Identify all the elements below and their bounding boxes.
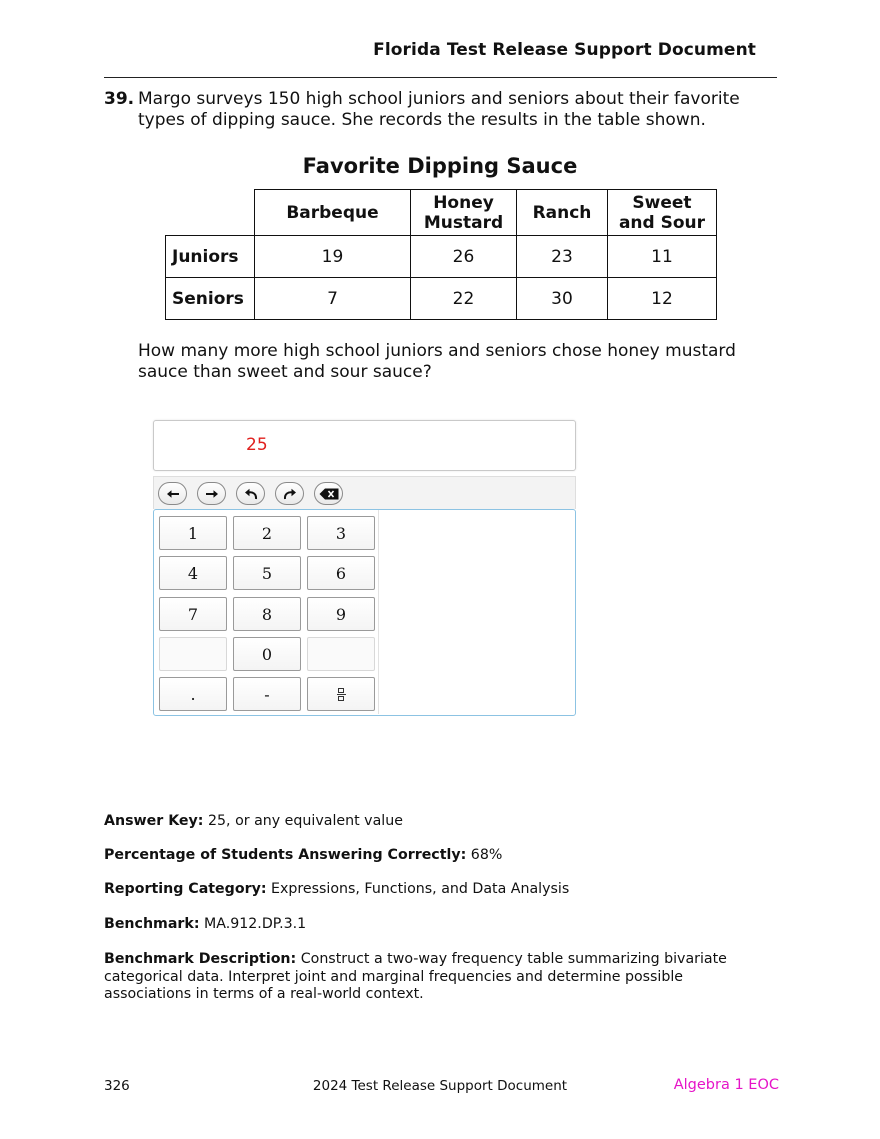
reporting-category-value: Expressions, Functions, and Data Analysis [266, 881, 570, 897]
equation-toolbar [153, 476, 576, 509]
benchmark-label: Benchmark: [104, 916, 200, 932]
table-row [166, 236, 717, 278]
redo-icon [283, 488, 297, 500]
key-1[interactable]: 1 [159, 516, 227, 550]
move-left-button[interactable] [158, 482, 187, 505]
key-blank [307, 637, 375, 671]
arrow-right-icon [205, 489, 219, 499]
question-number: 39. [104, 89, 135, 109]
column-header: Honey Mustard [411, 190, 517, 236]
table-cell: 30 [517, 278, 608, 320]
dipping-sauce-table [165, 189, 717, 320]
key-9[interactable]: 9 [307, 597, 375, 631]
key-blank [159, 637, 227, 671]
table-title [0, 154, 880, 178]
row-header: Juniors [166, 236, 255, 278]
row-header: Seniors [166, 278, 255, 320]
fraction-icon [337, 688, 346, 701]
column-header: Ranch [517, 190, 608, 236]
table-cell: 22 [411, 278, 517, 320]
key-3[interactable]: 3 [307, 516, 375, 550]
answer-key-label: Answer Key: [104, 813, 204, 829]
arrow-left-icon [166, 489, 180, 499]
table-cell: 11 [608, 236, 717, 278]
table-cell: 7 [255, 278, 411, 320]
document-title: Florida Test Release Support Document [373, 40, 756, 60]
corner-cell [166, 190, 255, 236]
benchmark-description [104, 951, 774, 1004]
key-7[interactable]: 7 [159, 597, 227, 631]
table-cell: 23 [517, 236, 608, 278]
answer-input[interactable] [153, 420, 576, 471]
key-4[interactable]: 4 [159, 556, 227, 590]
header-divider [104, 77, 777, 78]
keypad-divider [378, 510, 379, 714]
answer-key [104, 813, 774, 831]
benchmark [104, 916, 774, 934]
key-2[interactable]: 2 [233, 516, 301, 550]
question-text: Margo surveys 150 high school juniors and seniors about their favorite types of dipping sauce. She records the results in the table shown. [138, 89, 740, 130]
table-row [166, 278, 717, 320]
page-number: 326 [104, 1078, 130, 1094]
key-negative[interactable]: - [233, 677, 301, 711]
benchmark-description-label: Benchmark Description: [104, 951, 297, 967]
percent-correct-label: Percentage of Students Answering Correctly: [104, 847, 467, 863]
percent-correct [104, 847, 774, 865]
benchmark-value: MA.912.DP.3.1 [199, 916, 307, 932]
benchmark-description-value: Construct a two-way frequency table summarizing bivariate categorical data. Interpret joint and marginal frequencies and determine possible associations in terms of a real-world context. [104, 951, 727, 1002]
key-fraction[interactable] [307, 677, 375, 711]
reporting-category-label: Reporting Category: [104, 881, 267, 897]
answer-value: 25 [246, 435, 268, 455]
column-header: Barbeque [255, 190, 411, 236]
percent-correct-value: 68% [466, 847, 503, 863]
key-decimal[interactable]: . [159, 677, 227, 711]
key-0[interactable]: 0 [233, 637, 301, 671]
undo-button[interactable] [236, 482, 265, 505]
question-prompt: How many more high school juniors and seniors chose honey mustard sauce than sweet and sour sauce? [138, 341, 736, 382]
move-right-button[interactable] [197, 482, 226, 505]
backspace-button[interactable] [314, 482, 343, 505]
answer-key-value: 25, or any equivalent value [203, 813, 403, 829]
reporting-category [104, 881, 774, 899]
number-keypad [153, 509, 576, 716]
key-8[interactable]: 8 [233, 597, 301, 631]
footer-document-title: 2024 Test Release Support Document [312, 1078, 568, 1094]
table-cell: 12 [608, 278, 717, 320]
redo-button[interactable] [275, 482, 304, 505]
undo-icon [244, 488, 258, 500]
table-cell: 26 [411, 236, 517, 278]
column-header: Sweet and Sour [608, 190, 717, 236]
table-header-row [166, 190, 717, 236]
table-cell: 19 [255, 236, 411, 278]
key-6[interactable]: 6 [307, 556, 375, 590]
course-name: Algebra 1 EOC [673, 1077, 779, 1093]
backspace-icon [319, 488, 339, 500]
table-title-text: Favorite Dipping Sauce [302, 154, 578, 178]
key-5[interactable]: 5 [233, 556, 301, 590]
